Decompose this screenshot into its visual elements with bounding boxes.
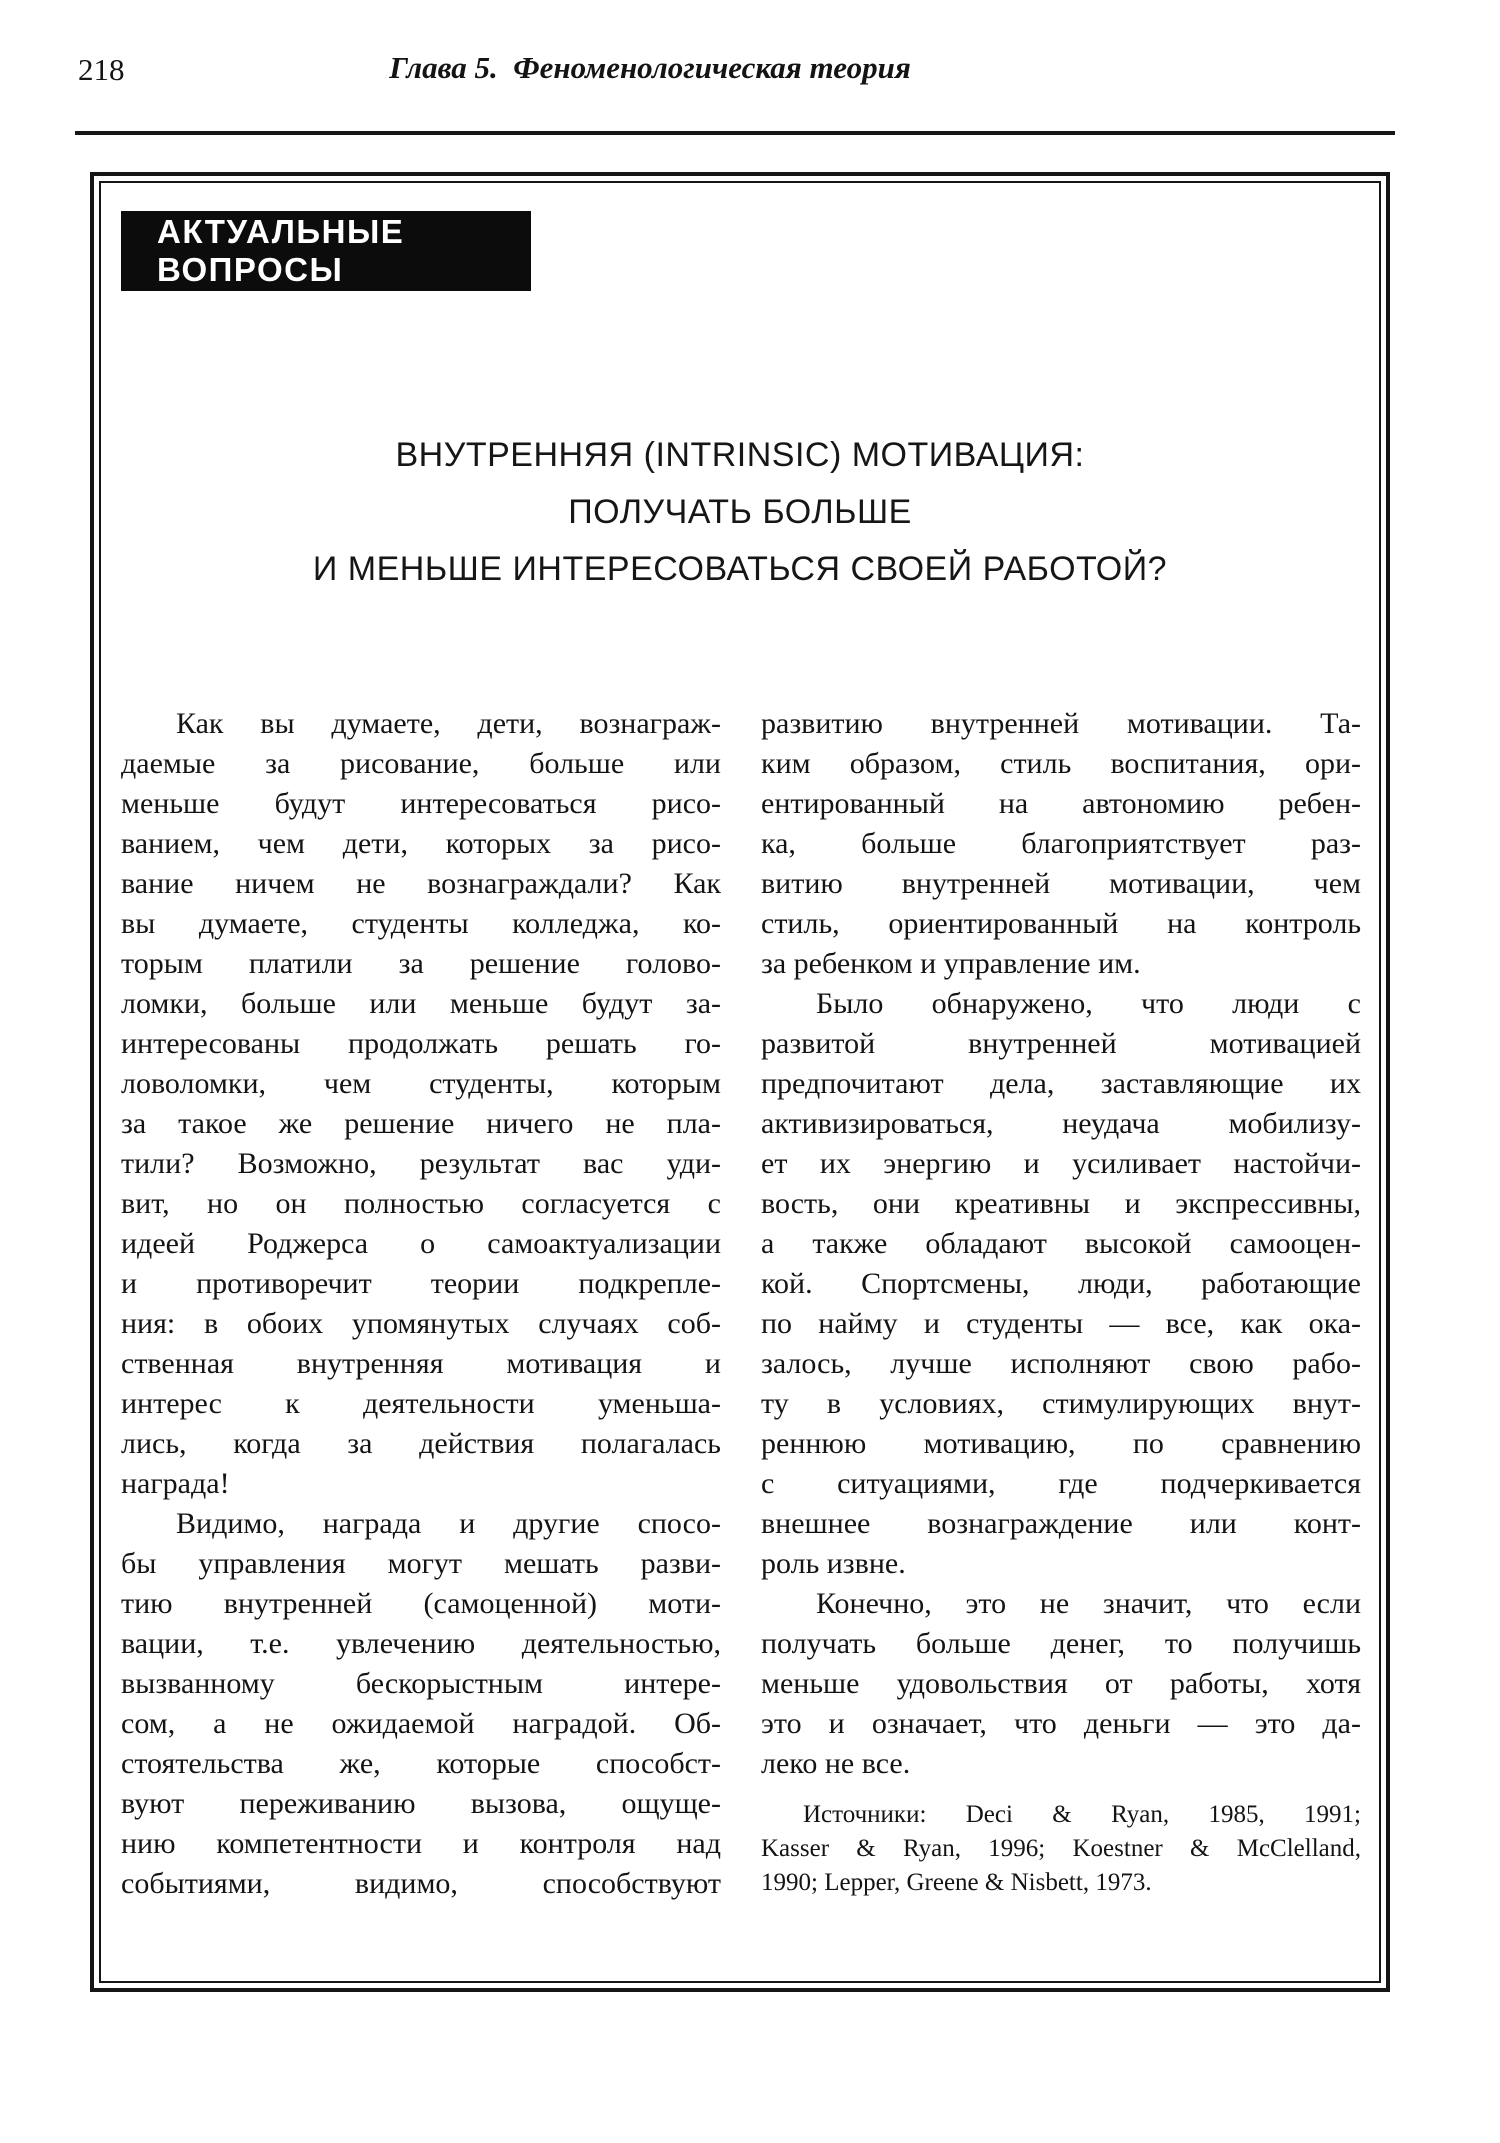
text-line: реннюю мотивацию, по сравнению	[761, 1427, 1361, 1460]
feature-box	[90, 172, 1390, 1992]
text-line: вации, т.е. увлечению деятельностью,	[121, 1627, 721, 1660]
section-banner	[121, 211, 531, 291]
text-line: развитию внутренней мотивации. Та-	[761, 707, 1361, 740]
text-line: ломки, больше или меньше будут за-	[121, 987, 721, 1020]
text-line: ким образом, стиль воспитания, ори-	[761, 747, 1361, 780]
text-line: тили? Возможно, результат вас уди-	[121, 1147, 721, 1180]
page-header	[0, 50, 1300, 86]
text-line: ния: в обоих упомянутых случаях соб-	[121, 1307, 721, 1340]
text-line: ственная внутренняя мотивация и	[121, 1347, 721, 1380]
text-line: кой. Спортсмены, люди, работающие	[761, 1267, 1361, 1300]
text-line: развитой внутренней мотивацией	[761, 1027, 1361, 1060]
text-line: интерес к деятельности уменьша-	[121, 1387, 721, 1420]
text-line: ет их энергию и усиливает настойчи-	[761, 1147, 1361, 1180]
source-line: Источники: Deci & Ryan, 1985, 1991;	[803, 1801, 1361, 1828]
text-line: залось, лучше исполняют свою рабо-	[761, 1347, 1361, 1380]
text-line: вит, но он полностью согласуется с	[121, 1187, 721, 1220]
feature-title-line: ВНУТРЕННЯЯ (INTRINSIC) МОТИВАЦИЯ:	[395, 436, 1085, 474]
text-line: Как вы думаете, дети, вознаграж-	[176, 707, 721, 740]
feature-title	[119, 427, 1361, 598]
text-line: по найму и студенты — все, как ока-	[761, 1307, 1361, 1340]
source-line: Kasser & Ryan, 1996; Koestner & McClelland,	[761, 1835, 1361, 1862]
text-line: вуют переживанию вызова, ощуще-	[121, 1787, 721, 1820]
text-line: предпочитают дела, заставляющие их	[761, 1067, 1361, 1100]
header-rule	[75, 131, 1395, 135]
text-line: меньше будут интересоваться рисо-	[121, 787, 721, 820]
feature-title-line: И МЕНЬШЕ ИНТЕРЕСОВАТЬСЯ СВОЕЙ РАБОТОЙ?	[312, 550, 1168, 588]
text-line: витию внутренней мотивации, чем	[761, 867, 1361, 900]
text-line: получать больше денег, то получишь	[761, 1627, 1361, 1660]
text-line: с ситуациями, где подчеркивается	[761, 1467, 1361, 1500]
text-line: а также обладают высокой самооцен-	[761, 1227, 1361, 1260]
text-line: ентированный на автономию ребен-	[761, 787, 1361, 820]
right-column	[761, 704, 1361, 1904]
text-line: внешнее вознаграждение или конт-	[761, 1507, 1361, 1540]
text-line: торым платили за решение голово-	[121, 947, 721, 980]
text-line: Конечно, это не значит, что если	[816, 1587, 1361, 1620]
page-number: 218	[78, 52, 125, 87]
text-line: меньше удовольствия от работы, хотя	[761, 1667, 1361, 1700]
feature-box-inner	[99, 181, 1381, 1983]
text-line: сом, а не ожидаемой наградой. Об-	[121, 1707, 721, 1740]
section-banner-label: АКТУАЛЬНЫЕ ВОПРОСЫ	[157, 213, 405, 288]
text-line: и противоречит теории подкрепле-	[121, 1267, 721, 1300]
text-line: вание ничем не вознаграждали? Как	[121, 867, 721, 900]
text-line: это и означает, что деньги — это да-	[761, 1707, 1361, 1740]
text-line: ванием, чем дети, которых за рисо-	[121, 827, 721, 860]
text-line: за такое же решение ничего не пла-	[121, 1107, 721, 1140]
text-line: стиль, ориентированный на контроль	[761, 907, 1361, 940]
text-line: награда!	[121, 1467, 230, 1500]
text-line: активизироваться, неудача мобилизу-	[761, 1107, 1361, 1140]
text-line: даемые за рисование, больше или	[121, 747, 721, 780]
text-line: стоятельства же, которые способст-	[121, 1747, 721, 1780]
text-line: за ребенком и управление им.	[761, 947, 1141, 980]
text-line: вы думаете, студенты колледжа, ко-	[121, 907, 721, 940]
text-line: нию компетентности и контроля над	[121, 1827, 721, 1860]
text-line: лись, когда за действия полагалась	[121, 1427, 721, 1460]
text-line: Было обнаружено, что люди с	[816, 987, 1361, 1020]
text-line: интересованы продолжать решать го-	[121, 1027, 721, 1060]
text-line: роль извне.	[761, 1547, 906, 1580]
text-line: ловоломки, чем студенты, которым	[121, 1067, 721, 1100]
text-line: Видимо, награда и другие спосо-	[176, 1507, 721, 1540]
text-line: леко не все.	[761, 1747, 911, 1780]
source-line: 1990; Lepper, Greene & Nisbett, 1973.	[761, 1869, 1152, 1896]
text-line: тию внутренней (самоценной) моти-	[121, 1587, 721, 1620]
left-column	[121, 704, 721, 1904]
text-columns	[119, 704, 1361, 1904]
feature-title-line: ПОЛУЧАТЬ БОЛЬШЕ	[568, 493, 912, 531]
text-line: бы управления могут мешать разви-	[121, 1547, 721, 1580]
chapter-heading: Глава 5. Феноменологическая теория	[389, 50, 911, 85]
text-line: идеей Роджерса о самоактуализации	[121, 1227, 721, 1260]
text-line: вость, они креативны и экспрессивны,	[761, 1187, 1361, 1220]
text-line: событиями, видимо, способствуют	[121, 1867, 721, 1900]
text-line: вызванному бескорыстным интере-	[121, 1667, 721, 1700]
text-line: ка, больше благоприятствует раз-	[761, 827, 1361, 860]
text-line: ту в условиях, стимулирующих внут-	[761, 1387, 1361, 1420]
